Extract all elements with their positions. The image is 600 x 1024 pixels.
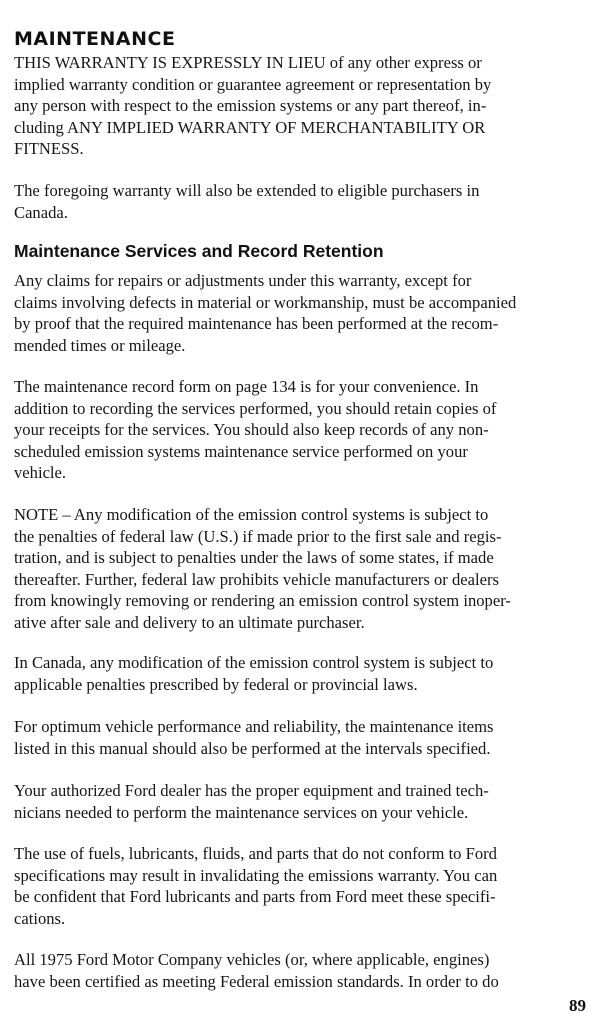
text-line: specifications may result in invalidating the emissions warranty. You can <box>14 865 498 885</box>
text-line: your receipts for the services. You should also keep records of any non- <box>14 420 489 439</box>
text-line: cations. <box>14 908 66 928</box>
text-line: Any claims for repairs or adjustments under this warranty, except for <box>14 271 472 290</box>
section-title: MAINTENANCE <box>14 28 176 50</box>
text-line: have been certified as meeting Federal emission standards. In order to do <box>14 971 499 991</box>
text-line: by proof that the required maintenance has been performed at the recom- <box>14 314 499 333</box>
claims-paragraph <box>14 270 590 356</box>
text-line: be confident that Ford lubricants and parts from Ford meet these specifi- <box>14 887 496 906</box>
text-line: The maintenance record form on page 134 is for your convenience. In <box>14 377 479 396</box>
text-line: implied warranty condition or guarantee agreement or representation by <box>14 74 492 94</box>
text-line: cluding ANY IMPLIED WARRANTY OF MERCHANTABILITY OR <box>14 117 486 137</box>
text-line: vehicle. <box>14 463 67 482</box>
text-line: applicable penalties prescribed by federal or provincial laws. <box>14 674 418 694</box>
canada-modification-paragraph <box>14 652 590 695</box>
text-line: thereafter. Further, federal law prohibits vehicle manufacturers or dealers <box>14 569 499 589</box>
record-form-paragraph <box>14 376 590 484</box>
text-line: NOTE – Any modification of the emission control systems is subject to <box>14 505 489 524</box>
text-line: scheduled emission systems maintenance service performed on your <box>14 441 468 461</box>
text-line: listed in this manual should also be performed at the intervals specified. <box>14 738 491 758</box>
text-line: All 1975 Ford Motor Company vehicles (or, where applicable, engines) <box>14 950 490 969</box>
subheading-maintenance-services: Maintenance Services and Record Retention <box>14 241 384 261</box>
text-line: tration, and is subject to penalties under the laws of some states, if made <box>14 548 494 567</box>
text-line: any person with respect to the emission systems or any part thereof, in- <box>14 96 487 115</box>
text-line: The use of fuels, lubricants, fluids, and parts that do not conform to Ford <box>14 844 497 863</box>
text-line: mended times or mileage. <box>14 335 186 355</box>
text-line: FITNESS. <box>14 139 84 158</box>
fuels-lubricants-paragraph <box>14 843 590 929</box>
text-line: the penalties of federal law (U.S.) if made prior to the first sale and regis- <box>14 526 502 546</box>
text-line: nicians needed to perform the maintenance services on your vehicle. <box>14 802 469 822</box>
text-line: from knowingly removing or rendering an emission control system inoper- <box>14 591 511 610</box>
note-paragraph <box>14 504 590 633</box>
text-line: The foregoing warranty will also be extended to eligible purchasers in <box>14 181 480 200</box>
text-line: ative after sale and delivery to an ultimate purchaser. <box>14 612 365 632</box>
certification-paragraph <box>14 949 590 992</box>
text-line: addition to recording the services performed, you should retain copies of <box>14 398 497 418</box>
text-line: claims involving defects in material or workmanship, must be accompanied <box>14 292 517 312</box>
text-line: In Canada, any modification of the emission control system is subject to <box>14 653 494 672</box>
text-line: THIS WARRANTY IS EXPRESSLY IN LIEU of any other express or <box>14 53 482 72</box>
text-line: For optimum vehicle performance and reliability, the maintenance items <box>14 717 494 736</box>
text-line: Your authorized Ford dealer has the proper equipment and trained tech- <box>14 781 489 800</box>
page-number: 89 <box>569 996 586 1015</box>
text-line: Canada. <box>14 202 68 222</box>
warranty-disclaimer-paragraph <box>14 52 590 160</box>
ford-dealer-paragraph <box>14 780 590 823</box>
optimum-performance-paragraph <box>14 716 590 759</box>
canada-extension-paragraph <box>14 180 590 223</box>
